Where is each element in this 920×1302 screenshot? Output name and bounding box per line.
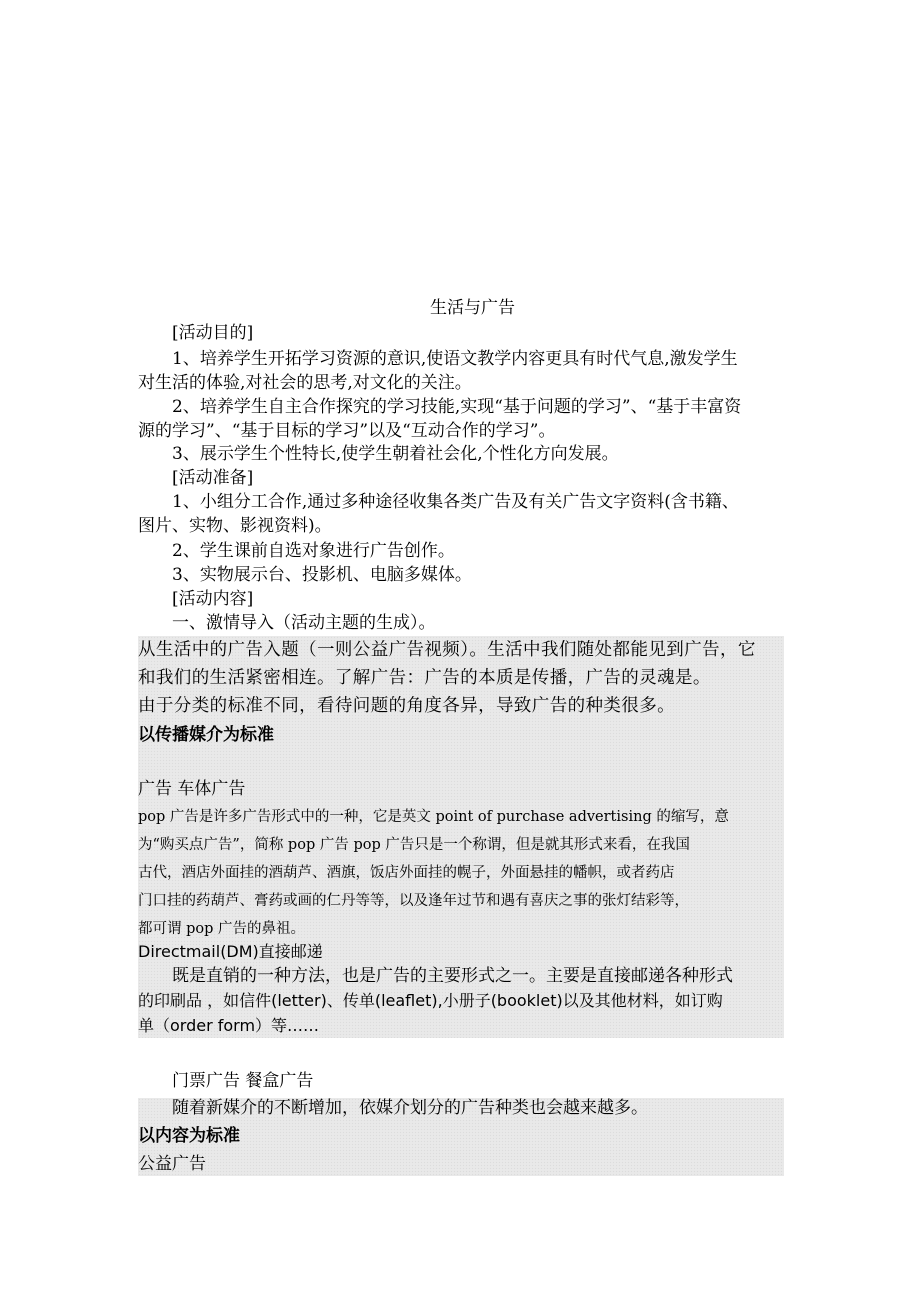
goal-3: 3、展示学生个性特长,使学生朝着社会化,个性化方向发展。 <box>172 444 619 464</box>
ad-types-line-2: 门票广告 餐盒广告 <box>172 1071 314 1091</box>
pop-line-b: 为“购买点广告”，简称 pop 广告 pop 广告只是一个称谓，但是就其形式来看，在我国 <box>138 837 690 853</box>
pop-line-c: 古代，酒店外面挂的酒葫芦、酒旗，饭店外面挂的幌子，外面悬挂的幡帜，或者药店 <box>138 865 675 881</box>
dm-title: Directmail(DM)直接邮递 <box>138 942 323 961</box>
goal-1-line-a: 1、培养学生开拓学习资源的意识,使语文教学内容更具有时代气息,激发学生 <box>172 349 738 369</box>
heading-content-standard: 以内容为标准 <box>138 1126 240 1146</box>
pop-line-d: 门口挂的药葫芦、膏药或画的仁丹等等，以及逢年过节和遇有喜庆之事的张灯结彩等， <box>138 893 689 909</box>
intro-line-a: 从生活中的广告入题（一则公益广告视频）。生活中我们随处都能见到广告，它 <box>138 640 756 660</box>
prep-3: 3、实物展示台、投影机、电脑多媒体。 <box>172 565 472 585</box>
pop-line-a: pop 广告是许多广告形式中的一种，它是英文 point of purchase advertising 的缩写，意 <box>138 809 729 825</box>
public-ad-line: 公益广告 <box>138 1154 206 1174</box>
dm-line-a: 既是直销的一种方法，也是广告的主要形式之一。主要是直接邮递各种形式 <box>172 966 733 986</box>
goal-2-line-b: 源的学习”、“基于目标的学习”以及“互动合作的学习”。 <box>138 421 556 441</box>
section-heading-prep: [活动准备] <box>172 468 254 488</box>
page-title: 生活与广告 <box>430 298 515 318</box>
more-types-line: 随着新媒介的不断增加，依媒介划分的广告种类也会越来越多。 <box>172 1098 648 1118</box>
intro-line-c: 由于分类的标准不同，看待问题的角度各异，导致广告的种类很多。 <box>138 696 675 716</box>
goal-2-line-a: 2、培养学生自主合作探究的学习技能,实现“基于问题的学习”、“基于丰富资 <box>172 397 742 417</box>
heading-media-standard: 以传播媒介为标准 <box>138 725 274 745</box>
dm-line-c: 单（order form）等…… <box>138 1016 320 1035</box>
goal-1-line-b: 对生活的体验,对社会的思考,对文化的关注。 <box>138 373 472 393</box>
prep-1-line-b: 图片、实物、影视资料)。 <box>138 516 332 536</box>
prep-2: 2、学生课前自选对象进行广告创作。 <box>172 541 455 561</box>
section-heading-content: [活动内容] <box>172 589 254 609</box>
intro-line-b: 和我们的生活紧密相连。了解广告：广告的本质是传播，广告的灵魂是。 <box>138 668 711 688</box>
section-heading-goal: [活动目的] <box>172 323 254 343</box>
pop-line-e: 都可谓 pop 广告的鼻祖。 <box>138 921 306 937</box>
ad-types-line-1: 广告 车体广告 <box>138 779 246 799</box>
prep-1-line-a: 1、小组分工合作,通过多种途径收集各类广告及有关广告文字资料(含书籍、 <box>172 492 739 512</box>
content-1: 一、激情导入（活动主题的生成）。 <box>172 613 436 633</box>
dm-line-b: 的印刷品 ，如信件(letter)、传单(leaflet),小册子(booklet)以及其他材料，如订购 <box>138 991 723 1010</box>
